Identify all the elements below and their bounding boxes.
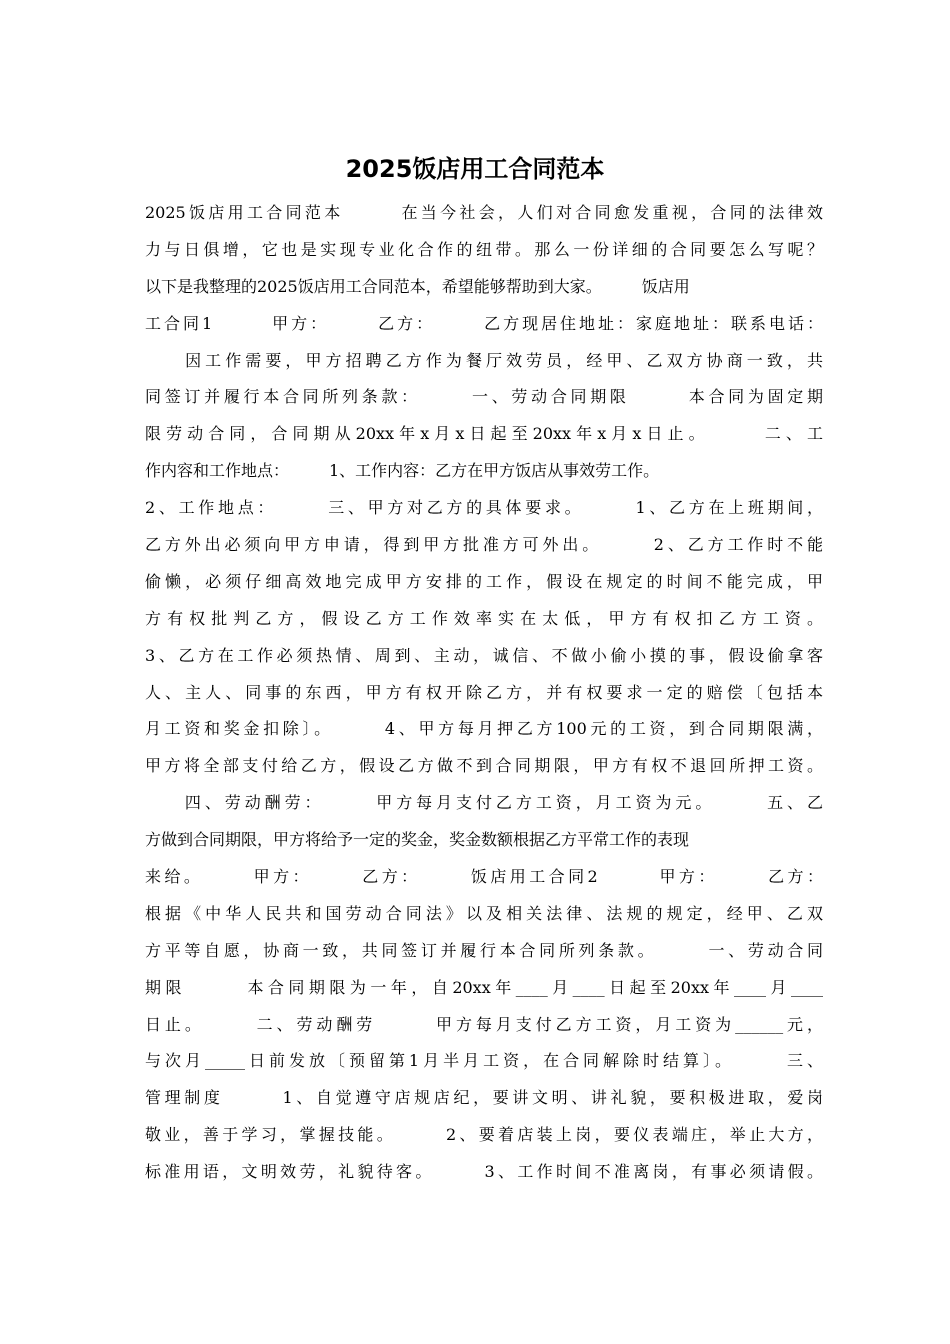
body-line: 工合同1 甲方： 乙方： 乙方现居住地址：家庭地址：联系电话： (145, 313, 823, 333)
body-line: 乙方外出必须向甲方申请，得到甲方批准方可外出。 2、乙方工作时不能 (145, 535, 823, 555)
body-line: 四、劳动酬劳： 甲方每月支付乙方工资，月工资为元。 五、乙 (145, 793, 823, 813)
body-line: 方平等自愿，协商一致，共同签订并履行本合同所列条款。 一、劳动合同 (145, 940, 823, 960)
document-body (145, 195, 823, 1191)
body-line: 以下是我整理的2025饭店用工合同范本，希望能够帮助到大家。 饭店用 (145, 276, 690, 296)
body-line: 2、工作地点： 三、甲方对乙方的具体要求。 1、乙方在上班期间， (145, 498, 823, 518)
body-line: 管理制度 1、自觉遵守店规店纪，要讲文明、讲礼貌，要积极进取，爱岗 (145, 1088, 823, 1108)
body-line: 作内容和工作地点： 1、工作内容：乙方在甲方饭店从事效劳工作。 (145, 461, 660, 481)
body-line: 根据《中华人民共和国劳动合同法》以及相关法律、法规的规定，经甲、乙双 (145, 903, 823, 923)
body-line: 力与日俱增，它也是实现专业化合作的纽带。那么一份详细的合同要怎么写呢？ (145, 239, 823, 259)
body-line: 偷懒，必须仔细高效地完成甲方安排的工作，假设在规定的时间不能完成，甲 (145, 571, 823, 591)
body-line: 限劳动合同，合同期从20xx年x月x日起至20xx年x月x日止。 二、工 (145, 424, 823, 444)
body-line: 因工作需要，甲方招聘乙方作为餐厅效劳员，经甲、乙双方协商一致，共 (145, 350, 823, 370)
body-line: 期限 本合同期限为一年，自20xx年____月____日起至20xx年____月____ (145, 977, 823, 997)
body-line: 3、乙方在工作必须热情、周到、主动，诚信、不做小偷小摸的事，假设偷拿客 (145, 645, 823, 665)
body-line: 来给。 甲方： 乙方： 饭店用工合同2 甲方： 乙方： (145, 867, 823, 887)
body-line: 甲方将全部支付给乙方，假设乙方做不到合同期限，甲方有权不退回所押工资。 (145, 756, 823, 776)
body-line: 标准用语，文明效劳，礼貌待客。 3、工作时间不准离岗，有事必须请假。 (145, 1162, 823, 1182)
body-line: 2025饭店用工合同范本 在当今社会，人们对合同愈发重视，合同的法律效 (145, 203, 823, 222)
body-line: 敬业，善于学习，掌握技能。 2、要着店装上岗，要仪表端庄，举止大方， (145, 1125, 823, 1145)
body-line: 月工资和奖金扣除〕。 4、甲方每月押乙方100元的工资，到合同期限满， (145, 719, 823, 739)
body-line: 方做到合同期限，甲方将给予一定的奖金，奖金数额根据乙方平常工作的表现 (145, 830, 690, 850)
body-line: 方有权批判乙方，假设乙方工作效率实在太低，甲方有权扣乙方工资。 (145, 608, 823, 628)
body-line: 同签订并履行本合同所列条款： 一、劳动合同期限 本合同为固定期 (145, 387, 823, 407)
body-line: 日止。 二、劳动酬劳 甲方每月支付乙方工资，月工资为______元， (145, 1014, 823, 1034)
body-line: 人、主人、同事的东西，甲方有权开除乙方，并有权要求一定的赔偿〔包括本 (145, 682, 823, 702)
document-title: 2025饭店用工合同范本 (345, 155, 605, 183)
body-line: 与次月_____日前发放〔预留第1月半月工资，在合同解除时结算〕。 三、 (145, 1051, 823, 1071)
